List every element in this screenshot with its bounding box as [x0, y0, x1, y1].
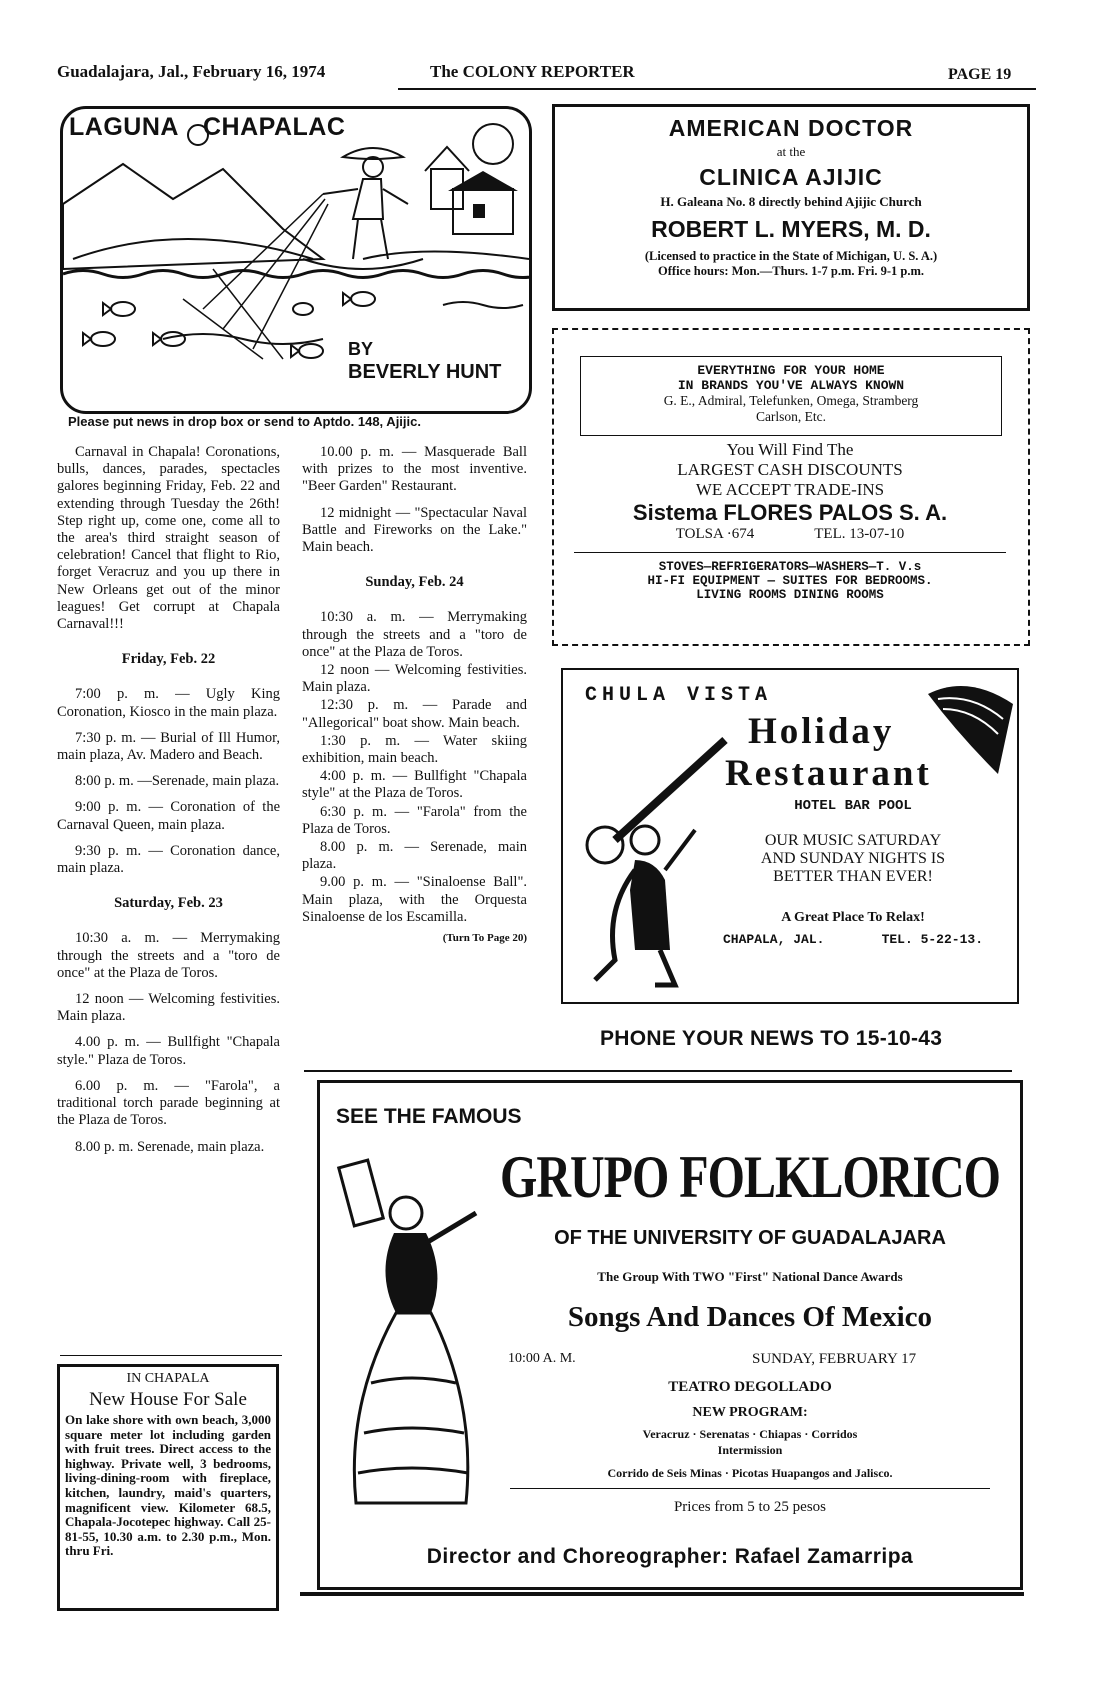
sunday-item: 1:30 p. m. — Water skiing exhibition, main beach. [302, 732, 527, 767]
flores-ad-phone: TEL. 13-07-10 [814, 526, 905, 542]
chula-ad-l8: A Great Place To Relax! [781, 910, 925, 925]
doctor-ad-clinic: CLINICA AJIJIC [699, 164, 883, 190]
friday-heading: Friday, Feb. 22 [121, 651, 216, 668]
chula-ad-l7: BETTER THAN EVER! [773, 868, 933, 885]
masthead-rule [398, 88, 1036, 90]
house-sale-ad [57, 1364, 279, 1611]
friday-item: 8:00 p. m. —Serenade, main plaza. [75, 773, 280, 790]
saturday-item: 12 noon — Welcoming festivities. Main plaza. [57, 991, 280, 1025]
saturday-item: 6.00 p. m. — "Farola", a traditional torch parade beginning at the Plaza de Toros. [57, 1077, 280, 1129]
dancer-illustration [336, 1143, 486, 1523]
flores-ad-middle [574, 440, 1006, 543]
sunday-item: 12 noon — Welcoming festivities. Main plaza. [302, 662, 527, 696]
grupo-ad-l5: Songs And Dances Of Mexico [567, 1301, 933, 1333]
sunday-item: 6:30 p. m. — "Farola" from the Plaza de Toros. [302, 803, 527, 837]
grupo-ad-l14: Director and Choreographer: Rafael Zamarripa [426, 1545, 914, 1568]
grupo-ad-l4: The Group With TWO "First" National Dance Awards [597, 1269, 903, 1284]
house-ad-body: On lake shore with own beach, 3,000 square meter lot including garden with fruit trees. Direct access to the highway. Private well, 3 bedrooms, living-dining-room with fireplace, kitchen, laundry, maid's quarters, magnificent view. Kilometer 68.5, Chapala-Jocotepec highway. Call 25-81-55, 10.30 a.m. to 2.30 p.m., Mon. thru Fri. [65, 1412, 271, 1559]
laguna-title-2: CHAPALAC [203, 113, 346, 141]
flores-ad-l3: G. E., Admiral, Telefunken, Omega, Stramberg [663, 393, 919, 408]
doctor-ad-line2: at the [776, 144, 806, 159]
grupo-ad-l8: TEATRO DEGOLLADO [668, 1379, 832, 1395]
chula-ad-l5: OUR MUSIC SATURDAY [764, 832, 942, 849]
laguna-title: LAGUNA [69, 113, 179, 141]
saturday-item: 10.00 p. m. — Masquerade Ball with prizes to the most inventive. "Beer Garden" Restaurant. [302, 444, 527, 495]
chula-vista-ad [561, 668, 1019, 1004]
byline-author: BEVERLY HUNT [348, 361, 502, 383]
grupo-folklorico-ad [317, 1080, 1023, 1590]
grupo-ad-l12: Corrido de Seis Minas · Picotas Huapangos and Jalisco. [607, 1466, 893, 1480]
flores-ad-address: TOLSA ·674 [675, 526, 755, 542]
grupo-ad-l10: Veracruz · Serenatas · Chiapas · Corridos [642, 1427, 858, 1441]
masthead-paper: The COLONY REPORTER [430, 62, 635, 81]
friday-item: 9:00 p. m. — Coronation of the Carnaval Queen, main plaza. [57, 799, 280, 833]
doctor-ad [552, 104, 1030, 311]
grupo-ad-time: 10:00 A. M. [508, 1351, 576, 1366]
flores-ad-l6: LARGEST CASH DISCOUNTS [677, 460, 903, 479]
sunday-item: 8.00 p. m. — Serenade, main plaza. [302, 839, 527, 873]
laguna-header [60, 106, 532, 414]
sunday-item: 9.00 p. m. — "Sinaloense Ball". Main plaza, with the Orquesta Sinaloense de los Escamilla. [302, 874, 527, 925]
trumpeter-illustration [575, 720, 745, 990]
column-2 [302, 444, 527, 956]
flores-ad-company: Sistema FLORES PALOS S. A. [632, 500, 948, 525]
flores-ad-l11: STOVES—REFRIGERATORS—WASHERS—T. V.s [658, 560, 922, 574]
chula-ad-l1: CHULA VISTA [585, 684, 773, 707]
house-ad-place: IN CHAPALA [126, 1371, 210, 1386]
masthead-dateline: Guadalajara, Jal., February 16, 1974 [57, 62, 326, 81]
doctor-ad-name: ROBERT L. MYERS, M. D. [651, 216, 931, 242]
flores-ad-l7: WE ACCEPT TRADE-INS [695, 480, 885, 499]
sunday-item: 4:00 p. m. — Bullfight "Chapala style" at the Plaza de Toros. [302, 768, 527, 802]
grupo-ad-l2: GRUPO FOLKLORICO [499, 1144, 1001, 1211]
friday-item: 7:30 p. m. — Burial of Ill Humor, main plaza, Av. Madero and Beach. [57, 729, 280, 764]
sunday-item: 12:30 p. m. — Parade and "Allegorical" boat show. Main beach. [302, 697, 527, 731]
grupo-ad-l3: OF THE UNIVERSITY OF GUADALAJARA [554, 1227, 946, 1249]
flores-ad [552, 328, 1030, 646]
doctor-ad-license: (Licensed to practice in the State of Michigan, U. S. A.) [644, 249, 938, 263]
masthead-page: PAGE 19 [948, 66, 1012, 83]
chula-ad-l9: CHAPALA, JAL. [723, 932, 825, 947]
byline-by: BY [348, 339, 374, 359]
saturday-item: 10:30 a. m. — Merrymaking through the streets and a "toro de once" at the Plaza de Toros. [57, 930, 280, 981]
flores-ad-brands-box [580, 356, 1002, 436]
flores-ad-l5: You Will Find The [726, 440, 854, 459]
saturday-item: 4.00 p. m. — Bullfight "Chapala style." Plaza de Toros. [57, 1034, 280, 1068]
grupo-ad-l9: NEW PROGRAM: [692, 1405, 808, 1420]
chula-ad-restaurant: Restaurant [725, 753, 932, 794]
grupo-ad-l11: Intermission [717, 1443, 783, 1457]
doctor-ad-address: H. Galeana No. 8 directly behind Ajijic Church [660, 194, 922, 209]
doctor-ad-hours: Office hours: Mon.—Thurs. 1-7 p.m. Fri. 9-1 p.m. [658, 264, 924, 278]
flores-ad-products [574, 560, 1006, 602]
flores-ad-l1: EVERYTHING FOR YOUR HOME [697, 363, 885, 378]
sunday-item: 10:30 a. m. — Merrymaking through the streets and a "toro de once" at the Plaza de Toros. [302, 609, 527, 660]
chula-ad-holiday: Holiday [748, 711, 895, 752]
grupo-ad-l13: Prices from 5 to 25 pesos [673, 1499, 827, 1515]
chula-ad-l6: AND SUNDAY NIGHTS IS [760, 850, 946, 867]
flores-ad-l13: LIVING ROOMS DINING ROOMS [696, 588, 884, 602]
column-1-rule [60, 1355, 282, 1356]
chula-ad-l10: TEL. 5-22-13. [881, 932, 983, 947]
doctor-ad-line1: AMERICAN DOCTOR [668, 115, 914, 141]
grupo-ad-l1: SEE THE FAMOUS [336, 1105, 522, 1128]
grupo-bottom-rule [300, 1592, 1024, 1596]
column-1 [57, 444, 280, 1165]
friday-item: 9:30 p. m. — Coronation dance, main plaza. [57, 842, 280, 877]
chula-ad-l4: HOTEL BAR POOL [794, 798, 912, 814]
carnaval-intro: Carnaval in Chapala! Coronations, bulls, dances, parades, spectacles galores beginning Friday, Feb. 22 and extending through Tuesday the 26th! Step right up, come one, come all to the area's third straight season of celebration! Cancel that flight to Rio, forget Veracruz and you up there in New Orleans get out of the minor leagues! Get corrupt at Chapala Carnaval!!! [57, 444, 280, 633]
saturday-item: 12 midnight — "Spectacular Naval Battle and Fireworks on the Lake." Main beach. [302, 504, 527, 556]
grupo-top-rule [304, 1070, 1012, 1072]
flores-ad-l12: HI-FI EQUIPMENT — SUITES FOR BEDROOMS. [647, 574, 933, 588]
phone-news-line: PHONE YOUR NEWS TO 15-10-43 [600, 1027, 943, 1050]
flores-ad-l2: IN BRANDS YOU'VE ALWAYS KNOWN [677, 378, 905, 393]
friday-item: 7:00 p. m. — Ugly King Coronation, Kiosco in the main plaza. [57, 686, 280, 720]
chula-ad-text [723, 798, 983, 947]
grupo-ad-rule [510, 1488, 990, 1489]
leaves-illustration [918, 674, 1018, 784]
drop-box-note: Please put news in drop box or send to Aptdo. 148, Ajijic. [68, 414, 421, 429]
saturday-heading: Saturday, Feb. 23 [114, 895, 223, 912]
sunday-heading: Sunday, Feb. 24 [365, 574, 464, 591]
turn-to-page: (Turn To Page 20) [442, 932, 527, 945]
grupo-ad-date: SUNDAY, FEBRUARY 17 [752, 1351, 917, 1367]
saturday-item: 8.00 p. m. Serenade, main plaza. [75, 1138, 265, 1155]
flores-ad-l4: Carlson, Etc. [755, 409, 827, 424]
house-ad-title: New House For Sale [89, 1389, 247, 1410]
flores-ad-divider [574, 552, 1006, 553]
